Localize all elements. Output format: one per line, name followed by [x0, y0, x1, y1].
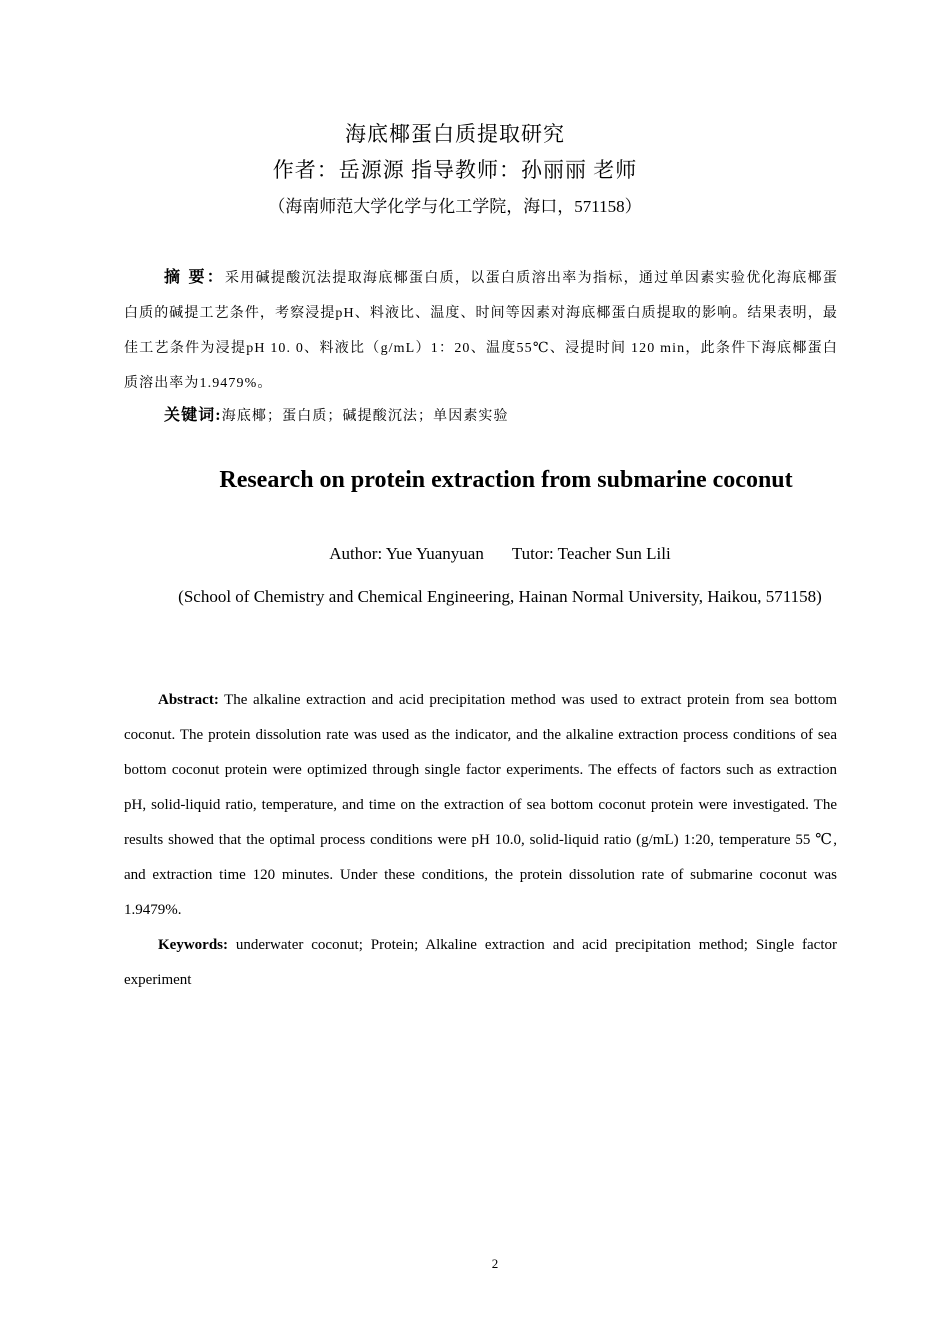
english-tutor: Tutor: Teacher Sun Lili: [511, 544, 671, 563]
chinese-abstract-text: 采用碱提酸沉法提取海底椰蛋白质，以蛋白质溶出率为指标，通过单因素实验优化海底椰蛋白质的碱提工艺条件，考察浸提pH、料液比、温度、时间等因素对海底椰蛋白质提取的影响。结果表明，最佳工艺条件为浸提pH 10. 0、料液比（g/mL）1：20、温度55℃、浸提时间 120 min，此条件下海底椰蛋白质溶出率为1.9479%。: [124, 271, 838, 391]
chinese-abstract-label: 摘 要：: [164, 269, 225, 286]
english-author: Author: Yue Yuanyuan: [329, 544, 484, 563]
english-abstract: [124, 683, 837, 928]
chinese-affiliation: （海南师范大学化学与化工学院，海口，571158）: [268, 197, 642, 216]
english-abstract-label: Abstract:: [158, 692, 219, 708]
english-title: Research on protein extraction from submarine coconut: [219, 467, 793, 493]
english-keywords-label: Keywords:: [158, 937, 228, 953]
english-affiliation: (School of Chemistry and Chemical Engineering, Hainan Normal University, Haikou, 571158): [178, 587, 822, 606]
english-keywords: [124, 928, 837, 998]
chinese-abstract: [124, 260, 838, 401]
chinese-keywords: [164, 400, 838, 433]
english-keywords-text: underwater coconut; Protein; Alkaline extraction and acid precipitation method; Single factor experiment: [124, 937, 838, 988]
chinese-keywords-label: 关键词:: [164, 407, 222, 424]
english-abstract-text: The alkaline extraction and acid precipitation method was used to extract protein from sea bottom coconut. The protein dissolution rate was used as the indicator, and the alkaline extraction process conditions of sea bottom coconut protein were optimized through single factor experiments. The effects of factors such as extraction pH, solid-liquid ratio, temperature, and time on the extraction of sea bottom coconut protein were investigated. The results showed that the optimal process conditions were pH 10.0, solid-liquid ratio (g/mL) 1:20, temperature 55 ℃, and extraction time 120 minutes. Under these conditions, the protein dissolution rate of submarine coconut was 1.9479%.: [124, 692, 837, 918]
chinese-title: 海底椰蛋白质提取研究: [345, 122, 565, 146]
chinese-author-line: 作者：岳源源 指导教师：孙丽丽 老师: [272, 158, 638, 182]
chinese-keywords-text: 海底椰；蛋白质；碱提酸沉法；单因素实验: [221, 409, 509, 424]
english-author-line: [0, 544, 950, 564]
page-number: 2: [491, 1256, 499, 1271]
